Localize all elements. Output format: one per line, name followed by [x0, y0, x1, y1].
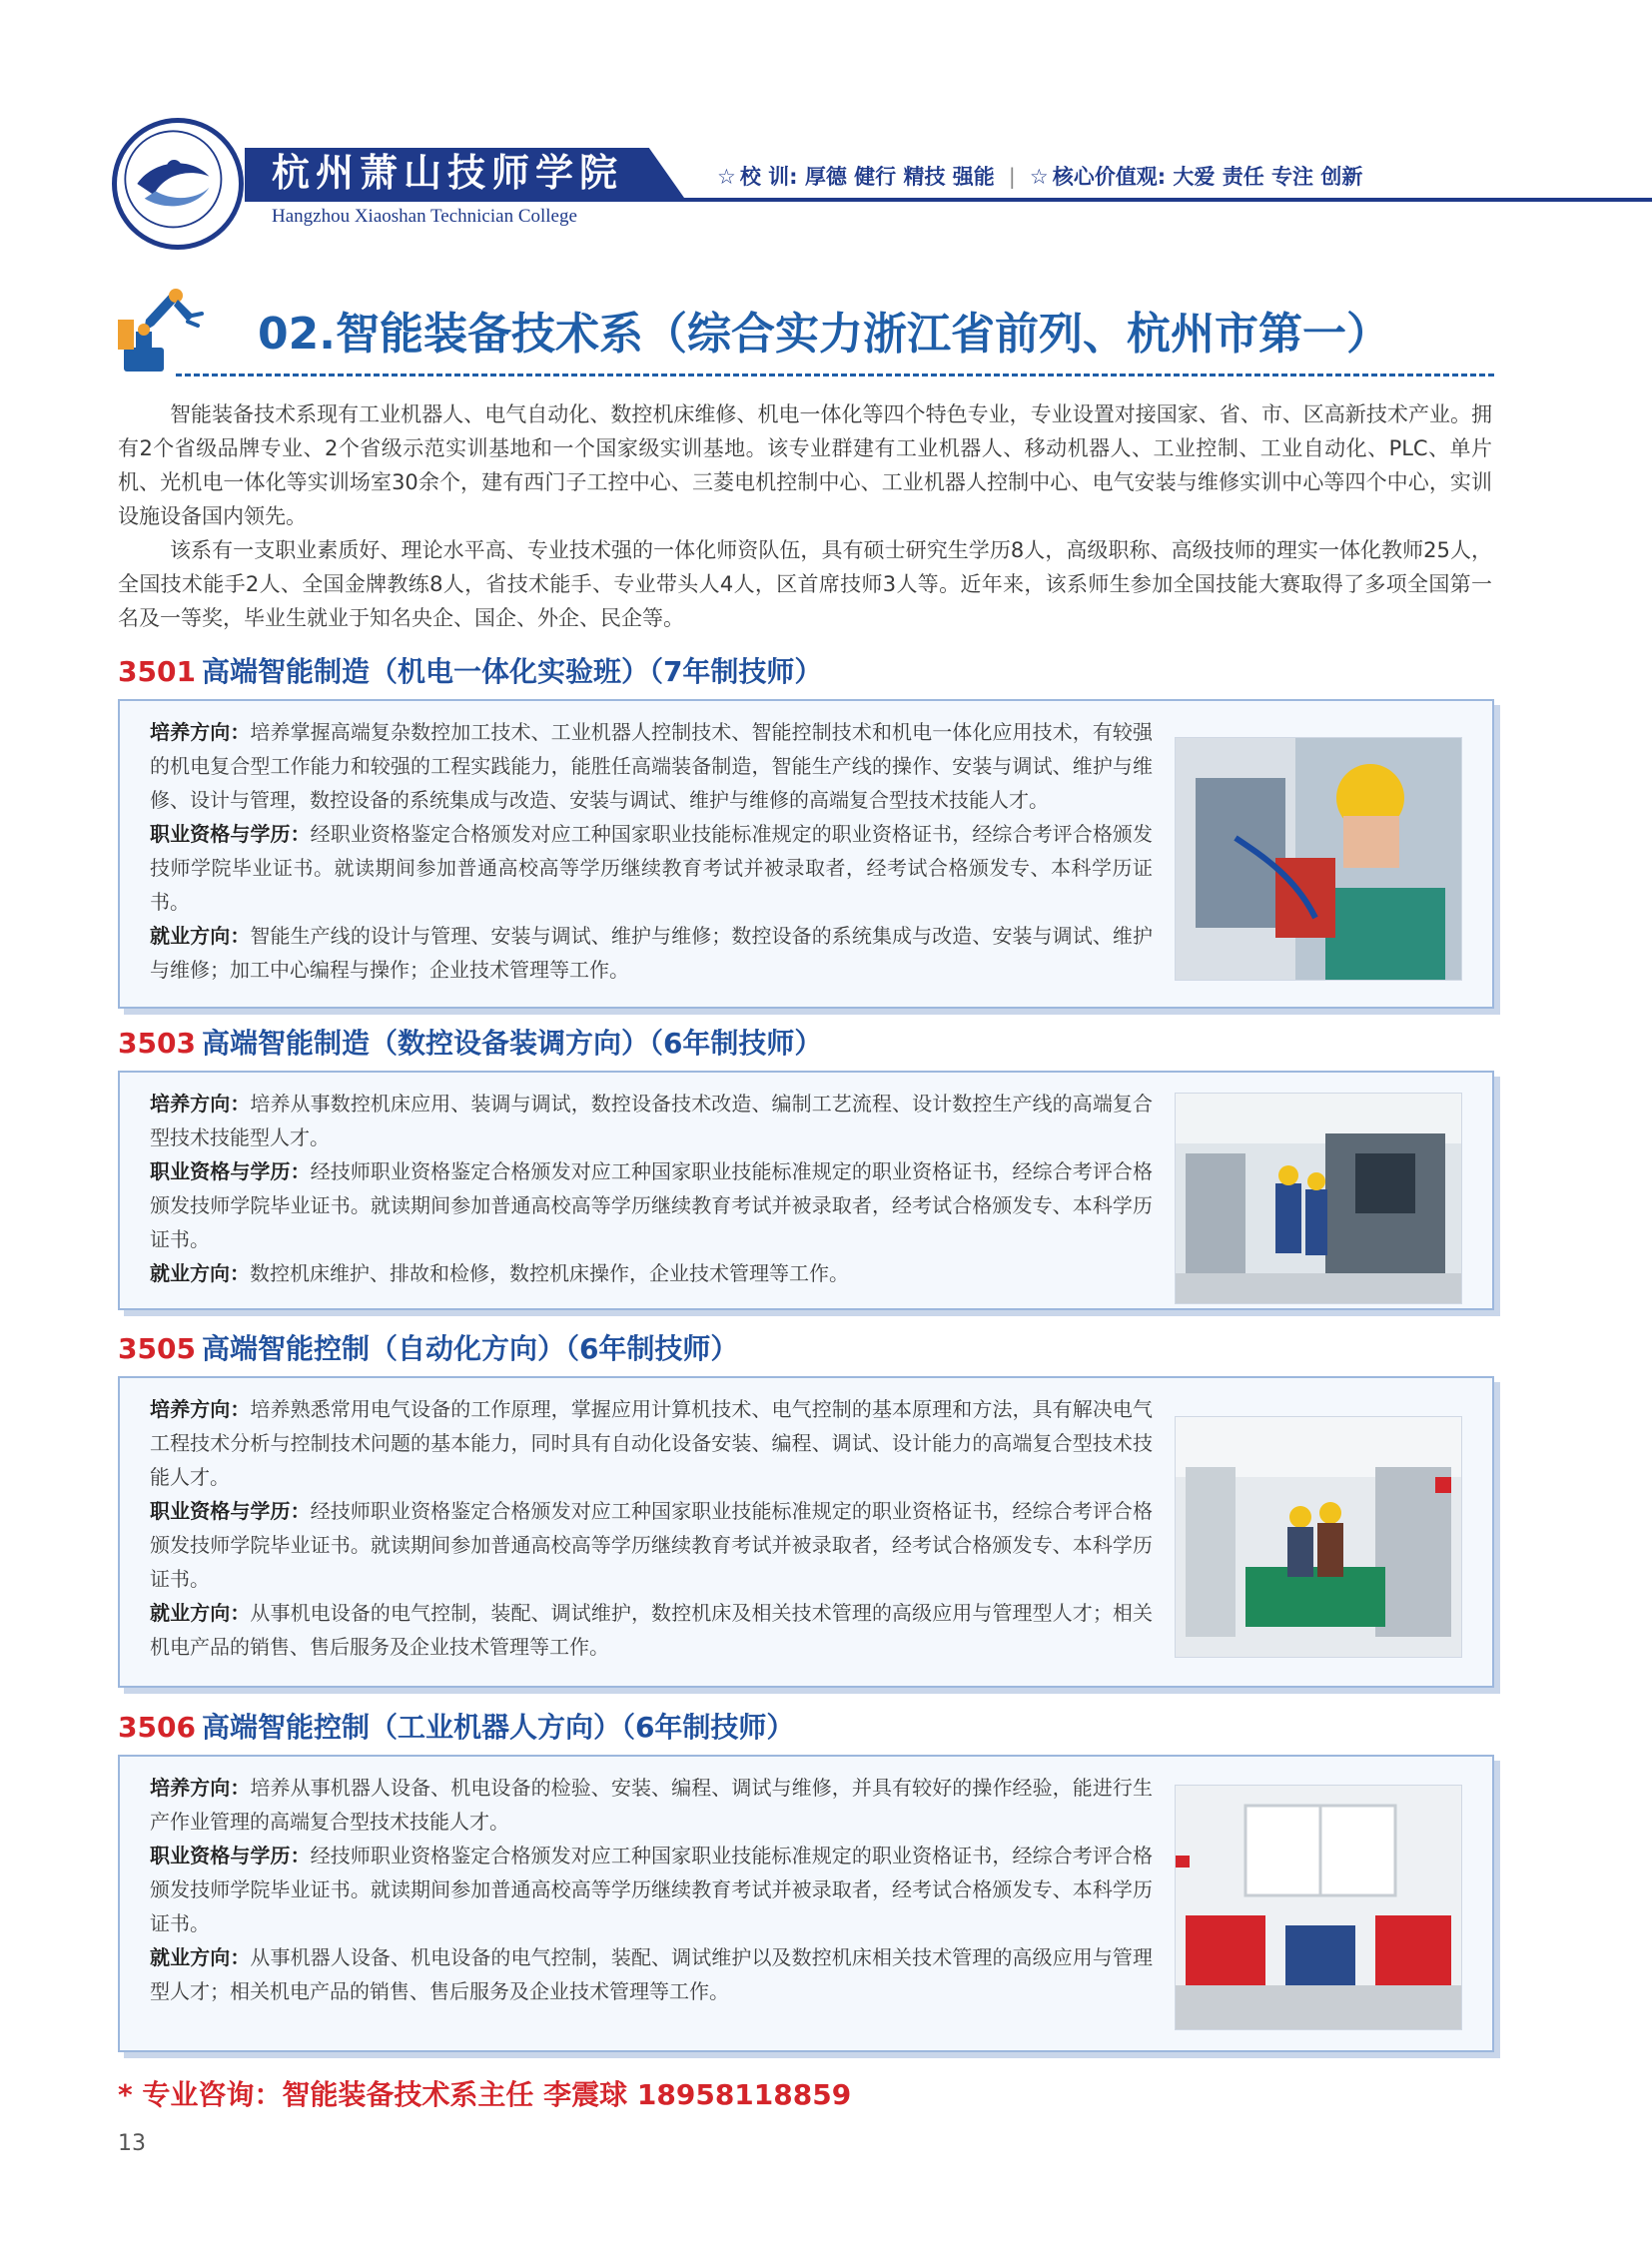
employment	[150, 1596, 1153, 1664]
star-icon: ☆	[1029, 165, 1049, 189]
program-photo	[1175, 1093, 1462, 1304]
train-label: 培养方向：	[150, 720, 251, 744]
job-label: 就业方向：	[150, 924, 251, 948]
program-title-3506	[118, 1708, 794, 1748]
cert-label: 职业资格与学历：	[150, 1844, 311, 1868]
intro-paragraph: 该系有一支职业素质好、理论水平高、专业技术强的一体化师资队伍，具有硕士研究生学历8人，高级职称、高级技师的理实一体化教师25人，全国技术能手2人、全国金牌教练8人，省技术能手、专业带头人4人，区首席技师3人等。近年来，该系师生参加全国技能大赛取得了多项全国第一名及一等奖，毕业生就业于知名央企、国企、外企、民企等。	[118, 538, 1492, 630]
certificate	[150, 1154, 1153, 1256]
train-label: 培养方向：	[150, 1776, 251, 1800]
program-title-3505	[118, 1329, 738, 1369]
values-label: 核心价值观:	[1052, 165, 1174, 189]
page-number: 13	[118, 2131, 146, 2156]
train-text: 培养熟悉常用电气设备的工作原理，掌握应用计算机技术、电气控制的基本原理和方法，具有解决电气工程技术分析与控制技术问题的基本能力，同时具有自动化设备安装、编程、调试、设计能力的高端复合型技术技能人才。	[150, 1397, 1154, 1489]
train-label: 培养方向：	[150, 1092, 251, 1116]
program-name: 高端智能控制（工业机器人方向）（6年制技师）	[201, 1711, 795, 1744]
job-text: 从事机器人设备、机电设备的电气控制，装配、调试维护以及数控机床相关技术管理的高级应用与管理型人才；相关机电产品的销售、售后服务及企业技术管理等工作。	[150, 1945, 1154, 2003]
program-description	[150, 1771, 1153, 2008]
train-text: 培养从事数控机床应用、装调与调试，数控设备技术改造、编制工艺流程、设计数控生产线的高端复合型技术技能型人才。	[150, 1092, 1154, 1149]
program-card-3501	[118, 699, 1494, 1009]
intro-paragraph: 智能装备技术系现有工业机器人、电气自动化、数控机床维修、机电一体化等四个特色专业，专业设置对接国家、省、市、区高新技术产业。拥有2个省级品牌专业、2个省级示范实训基地和一个国家级实训基地。该专业群建有工业机器人、移动机器人、工业控制、工业自动化、PLC、单片机、光机电一体化等实训场室30余个，建有西门子工控中心、三菱电机控制中心、工业机器人控制中心、电气安装与维修实训中心等四个中心，实训设施设备国内领先。	[118, 402, 1492, 528]
values-text: 大爱 责任 专注 创新	[1173, 165, 1363, 189]
motto-label: 校 训:	[739, 165, 805, 189]
program-description	[150, 1087, 1153, 1290]
program-card-3505	[118, 1376, 1494, 1688]
robot-lab-photo-icon	[1176, 1786, 1461, 2029]
program-name: 高端智能控制（自动化方向）（6年制技师）	[201, 1332, 739, 1365]
motto-separator: |	[1008, 165, 1016, 189]
cnc-workshop-photo-icon	[1176, 1094, 1461, 1303]
program-name: 高端智能制造（数控设备装调方向）（6年制技师）	[201, 1027, 823, 1060]
certificate	[150, 1839, 1153, 1940]
motto-line	[717, 160, 1362, 194]
program-description	[150, 715, 1153, 987]
cert-text: 经技师职业资格鉴定合格颁发对应工种国家职业技能标准规定的职业资格证书，经综合考评合格颁发技师学院毕业证书。就读期间参加普通高校高等学历继续教育考试并被录取者，经考试合格颁发专、本科学历证书。	[150, 1499, 1154, 1591]
program-photo	[1175, 1416, 1462, 1658]
train-direction	[150, 1392, 1153, 1494]
program-card-3506	[118, 1755, 1494, 2052]
program-code: 3505	[118, 1332, 196, 1365]
cert-label: 职业资格与学历：	[150, 1159, 311, 1183]
employment	[150, 919, 1153, 987]
cert-label: 职业资格与学历：	[150, 1499, 311, 1523]
robot-arm-icon	[114, 286, 210, 375]
program-card-3503	[118, 1071, 1494, 1310]
program-title-3503	[118, 1024, 822, 1064]
train-text: 培养掌握高端复杂数控加工技术、工业机器人控制技术、智能控制技术和机电一体化应用技术，有较强的机电复合型工作能力和较强的工程实践能力，能胜任高端装备制造，智能生产线的操作、安装与调试、维护与维修、设计与管理，数控设备的系统集成与改造、安装与调试、维护与维修的高端复合型技术技能人才。	[150, 720, 1154, 812]
certificate	[150, 1494, 1153, 1596]
college-name-cn: 杭州萧山技师学院	[272, 150, 624, 195]
page-header	[0, 0, 1652, 230]
job-label: 就业方向：	[150, 1261, 250, 1285]
cert-text: 经技师职业资格鉴定合格颁发对应工种国家职业技能标准规定的职业资格证书，经综合考评合格颁发技师学院毕业证书。就读期间参加普通高校高等学历继续教育考试并被录取者，经考试合格颁发专、本科学历证书。	[150, 1844, 1154, 1935]
program-code: 3506	[118, 1711, 196, 1744]
cert-label: 职业资格与学历：	[150, 822, 311, 846]
job-text: 智能生产线的设计与管理、安装与调试、维护与维修；数控设备的系统集成与改造、安装与调试、维护与维修；加工中心编程与操作；企业技术管理等工作。	[150, 924, 1154, 982]
college-logo	[112, 118, 244, 250]
student-robot-photo-icon	[1176, 738, 1461, 980]
star-icon: ☆	[717, 165, 736, 189]
train-label: 培养方向：	[150, 1397, 251, 1421]
train-direction	[150, 715, 1153, 817]
contact-line: * 专业咨询：智能装备技术系主任 李震球 18958118859	[118, 2078, 852, 2111]
program-photo	[1175, 1785, 1462, 2030]
college-logo-emblem-icon	[117, 123, 239, 245]
cert-text: 经技师职业资格鉴定合格颁发对应工种国家职业技能标准规定的职业资格证书，经综合考评合格颁发技师学院毕业证书。就读期间参加普通高校高等学历继续教育考试并被录取者，经考试合格颁发专、本科学历证书。	[150, 1159, 1154, 1251]
college-name-en: Hangzhou Xiaoshan Technician College	[272, 206, 577, 227]
program-title-3501	[118, 652, 822, 692]
certificate	[150, 817, 1153, 919]
electrical-lab-photo-icon	[1176, 1417, 1461, 1657]
program-code: 3503	[118, 1027, 196, 1060]
employment	[150, 1256, 1153, 1290]
train-text: 培养从事机器人设备、机电设备的检验、安装、编程、调试与维修，并具有较好的操作经验，能进行生产作业管理的高端复合型技术技能人才。	[150, 1776, 1154, 1834]
section-title: 02.智能装备技术系（综合实力浙江省前列、杭州市第一）	[258, 309, 1390, 360]
program-code: 3501	[118, 655, 196, 688]
job-text: 数控机床维护、排故和检修，数控机床操作，企业技术管理等工作。	[250, 1261, 849, 1285]
program-name: 高端智能制造（机电一体化实验班）（7年制技师）	[201, 655, 823, 688]
train-direction	[150, 1771, 1153, 1839]
program-description	[150, 1392, 1153, 1664]
motto-text: 厚德 健行 精技 强能	[804, 165, 995, 189]
cert-text: 经职业资格鉴定合格颁发对应工种国家职业技能标准规定的职业资格证书，经综合考评合格颁发技师学院毕业证书。就读期间参加普通高校高等学历继续教育考试并被录取者，经考试合格颁发专、本科学历证书。	[150, 822, 1154, 914]
job-label: 就业方向：	[150, 1601, 251, 1625]
employment	[150, 1940, 1153, 2008]
section-intro	[118, 397, 1492, 635]
train-direction	[150, 1087, 1153, 1154]
job-label: 就业方向：	[150, 1945, 251, 1969]
job-text: 从事机电设备的电气控制，装配、调试维护，数控机床及相关技术管理的高级应用与管理型人才；相关机电产品的销售、售后服务及企业技术管理等工作。	[150, 1601, 1154, 1659]
program-photo	[1175, 737, 1462, 981]
section-divider	[176, 374, 1494, 376]
header-rule	[245, 198, 1652, 202]
